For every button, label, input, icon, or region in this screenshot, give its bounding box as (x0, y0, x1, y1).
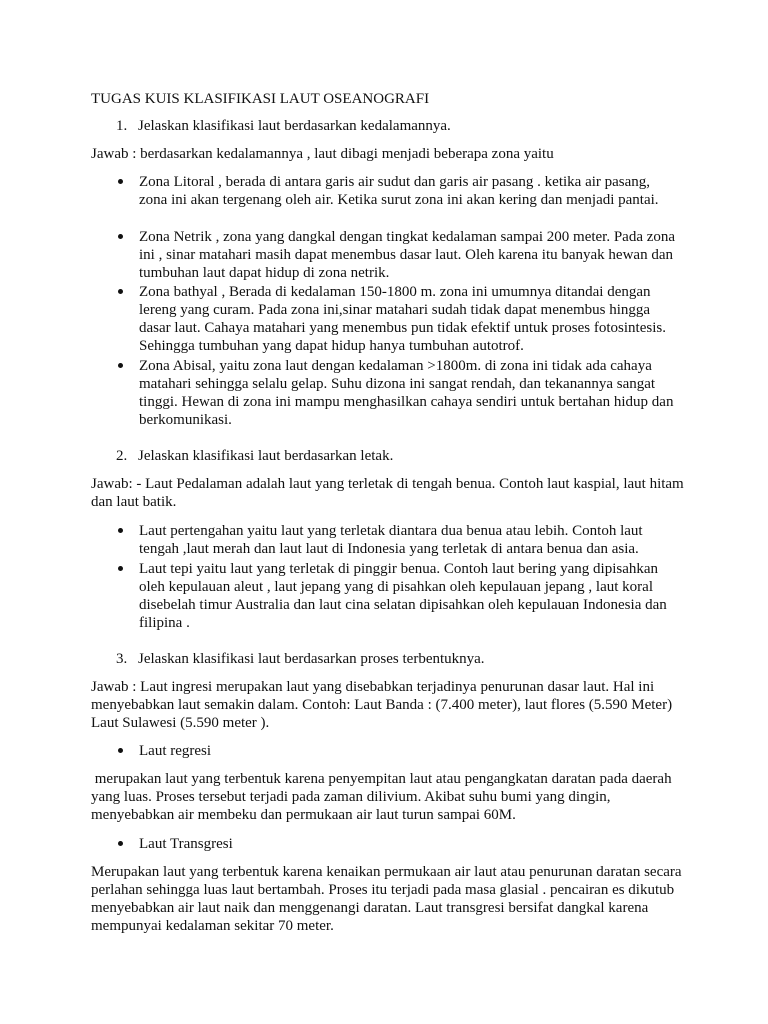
answer-3-intro: Jawab : Laut ingresi merupakan laut yang disebabkan terjadinya penurunan dasar laut. Hal ini menyebabkan laut semakin dalam. Contoh: Laut Banda : (7.400 meter), laut flores (5.590 Meter) Laut Sulawesi (5.590 meter ). (91, 679, 673, 731)
bullet-icon (118, 748, 123, 753)
document-title: TUGAS KUIS KLASIFIKASI LAUT OSEANOGRAFI (91, 91, 430, 107)
question-text: Jelaskan klasifikasi laut berdasarkan kedalamannya. (138, 118, 451, 134)
question-number: 1. (116, 118, 128, 134)
question-text: Jelaskan klasifikasi laut berdasarkan letak. (138, 448, 394, 464)
answer-1-intro: Jawab : berdasarkan kedalamannya , laut dibagi menjadi beberapa zona yaitu (91, 146, 554, 162)
transgresi-heading: Laut Transgresi (139, 836, 233, 852)
regresi-paragraph: merupakan laut yang terbentuk karena penyempitan laut atau pengangkatan daratan pada daerah yang luas. Proses tersebut terjadi pada zaman dilivium. Akibat suhu bumi yang dingin, menyebabkan air membeku dan permukaan air laut turun sampai 60M. (91, 771, 676, 823)
question-number: 3. (116, 651, 128, 667)
bullet-icon (118, 566, 123, 571)
answer-2-intro: Jawab: - Laut Pedalaman adalah laut yang terletak di tengah benua. Contoh laut kaspial, laut hitam dan laut batik. (91, 476, 684, 510)
question-text: Jelaskan klasifikasi laut berdasarkan proses terbentuknya. (138, 651, 485, 667)
document-page: TUGAS KUIS KLASIFIKASI LAUT OSEANOGRAFI 1. Jelaskan klasifikasi laut berdasarkan kedalamannya. Jawab : berdasarkan kedalamannya , laut dibagi menjadi beberapa zona yaitu Zona Litoral , berada di antara garis air sudut dan garis air pasang . ketika air pasang, zona ini akan tergenang oleh air. Ketika surut zona ini akan kering dan menjadi pantai. Zona Netrik , zona yang dangkal dengan tingkat kedalaman sampai 200 meter. Pada zona ini , sinar matahari masih dapat menembus dasar laut. Oleh karena itu banyak hewan dan tumbuhan laut dapat hidup di zona netrik. Zona bathyal , Berada di kedalaman 150-1800 m. zona ini umumnya ditandai dengan lereng yang curam. Pada zona ini,sinar matahari sudah tidak dapat menembus hingga dasar laut. Cahaya matahari yang menembus pun tidak efektif untuk proses fotosintesis. Sehingga tumbuhan yang dapat hidup hanya tumbuhan autotrof. Zona Abisal, yaitu zona laut dengan kedalaman >1800m. di zona ini tidak ada cahaya matahari sehingga selalu gelap. Suhu dizona ini sangat rendah, dan tekanannya sangat tinggi. Hewan di zona ini mampu menghasilkan cahaya sendiri untuk bertahan hidup dan berkomunikasi. 2. Jelaskan klasifikasi laut berdasarkan letak. Jawab: - Laut Pedalaman adalah laut yang terletak di tengah benua. Contoh laut kaspial, laut hitam dan laut batik. Laut pertengahan yaitu laut yang terletak diantara dua benua atau lebih. Contoh laut tengah ,laut merah dan laut laut di Indonesia yang terletak di antara benua dan asia. Laut tepi yaitu laut yang terletak di pinggir benua. Contoh laut bering yang dipisahkan oleh kepulauan aleut , laut jepang yang di pisahkan oleh kepulauan jepang , laut koral disebelah timur Australia dan laut cina selatan dipisahkan oleh kepulauan Indonesia dan filipina . 3. Jelaskan klasifikasi laut berdasarkan proses terbentuknya. Jawab : Laut ingresi merupakan laut yang disebabkan terjadinya penurunan dasar laut. Hal ini menyebabkan laut semakin dalam. Contoh: Laut Banda : (7.400 meter), laut flores (5.590 Meter) Laut Sulawesi (5.590 meter ). Laut regresi merupakan laut yang terbentuk karena penyempitan laut atau pengangkatan daratan pada daerah yang luas. Proses tersebut terjadi pada zaman dilivium. Akibat suhu bumi yang dingin, menyebabkan air membeku dan permukaan air laut turun sampai 60M. Laut Transgresi Merupakan laut yang terbentuk karena kenaikan permukaan air laut atau penurunan daratan secara perlahan sehingga luas laut bertambah. Proses itu terjadi pada masa glasial . pencairan es dikutub menyebabkan air laut naik dan menggenangi daratan. Laut transgresi bersifat dangkal karena mempunyai kedalaman sekitar 70 meter. (0, 0, 768, 1024)
bullet-icon (118, 234, 123, 239)
bullet-icon (118, 841, 123, 846)
bullet-icon (118, 289, 123, 294)
bullet-icon (118, 528, 123, 533)
regresi-heading: Laut regresi (139, 743, 212, 759)
question-number: 2. (116, 448, 128, 464)
bullet-icon (118, 179, 123, 184)
bullet-icon (118, 363, 123, 368)
transgresi-paragraph: Merupakan laut yang terbentuk karena kenaikan permukaan air laut atau penurunan daratan secara perlahan sehingga luas laut bertambah. Proses itu terjadi pada masa glasial . pencairan es dikutub menyebabkan air laut naik dan menggenangi daratan. Laut transgresi bersifat dangkal karena mempunyai kedalaman sekitar 70 meter. (91, 864, 682, 934)
